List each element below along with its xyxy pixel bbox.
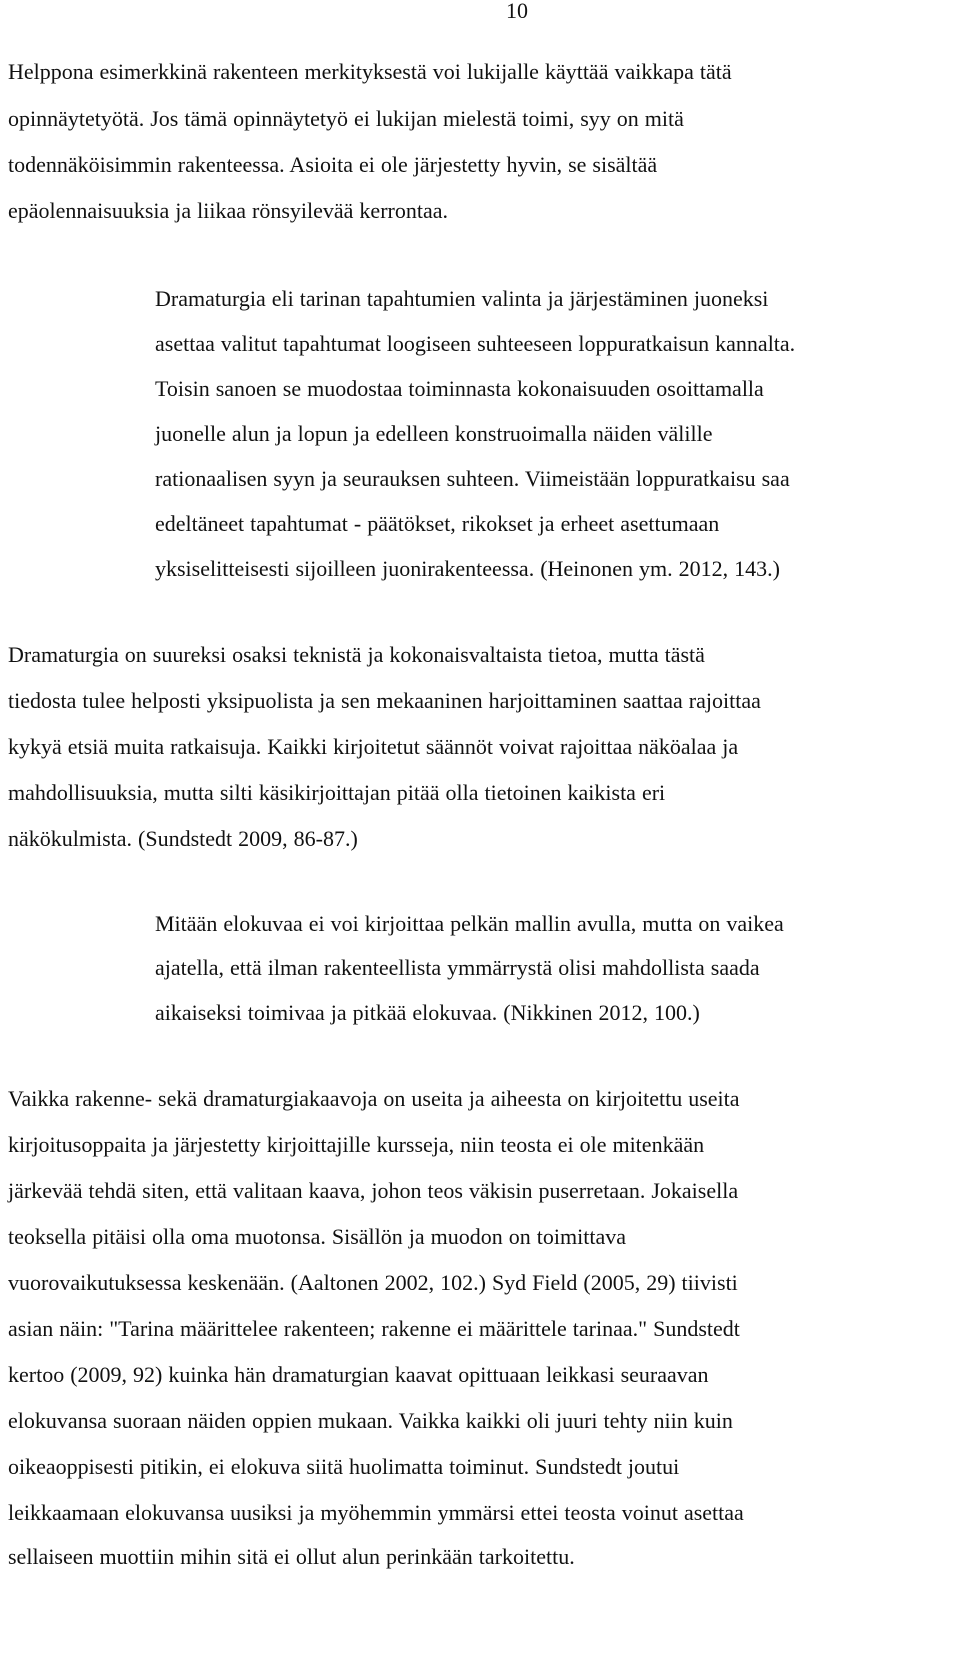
text-line: opinnäytetyötä. Jos tämä opinnäytetyö ei lukijan mielestä toimi, syy on mitä	[8, 106, 684, 131]
quote-line: juonelle alun ja lopun ja edelleen konstruoimalla näiden välille	[155, 421, 713, 446]
quote-line: aikaiseksi toimivaa ja pitkää elokuvaa. (Nikkinen 2012, 100.)	[155, 1000, 700, 1025]
quote-line: yksiselitteisesti sijoilleen juonirakenteessa. (Heinonen ym. 2012, 143.)	[155, 556, 780, 581]
text-line: tiedosta tulee helposti yksipuolista ja sen mekaaninen harjoittaminen saattaa rajoittaa	[8, 688, 761, 713]
text-line: vuorovaikutuksessa keskenään. (Aaltonen 2002, 102.) Syd Field (2005, 29) tiivisti	[8, 1270, 738, 1295]
text-line: sellaiseen muottiin mihin sitä ei ollut alun perinkään tarkoitettu.	[8, 1544, 575, 1569]
quote-line: edeltäneet tapahtumat - päätökset, rikokset ja erheet asettumaan	[155, 511, 720, 536]
text-line: oikeaoppisesti pitikin, ei elokuva siitä huolimatta toiminut. Sundstedt joutui	[8, 1454, 680, 1479]
quote-line: rationaalisen syyn ja seurauksen suhteen. Viimeistään loppuratkaisu saa	[155, 466, 790, 491]
text-line: mahdollisuuksia, mutta silti käsikirjoittajan pitää olla tietoinen kaikista eri	[8, 780, 666, 805]
text-line: kertoo (2009, 92) kuinka hän dramaturgian kaavat opittuaan leikkasi seuraavan	[8, 1362, 709, 1387]
text-line: asian näin: "Tarina määrittelee rakenteen; rakenne ei määrittele tarinaa." Sundstedt	[8, 1316, 740, 1341]
text-line: kykyä etsiä muita ratkaisuja. Kaikki kirjoitetut säännöt voivat rajoittaa näköalaa ja	[8, 734, 739, 759]
quote-line: Toisin sanoen se muodostaa toiminnasta kokonaisuuden osoittamalla	[155, 376, 764, 401]
text-line: epäolennaisuuksia ja liikaa rönsyilevää kerrontaa.	[8, 198, 448, 223]
text-line: elokuvansa suoraan näiden oppien mukaan. Vaikka kaikki oli juuri tehty niin kuin	[8, 1408, 733, 1433]
text-line: leikkaamaan elokuvansa uusiksi ja myöhemmin ymmärsi ettei teosta voinut asettaa	[8, 1500, 744, 1525]
page-number: 10	[506, 0, 528, 23]
quote-line: Mitään elokuvaa ei voi kirjoittaa pelkän mallin avulla, mutta on vaikea	[155, 911, 784, 936]
quote-line: asettaa valitut tapahtumat loogiseen suhteeseen loppuratkaisun kannalta.	[155, 331, 796, 356]
text-line: todennäköisimmin rakenteessa. Asioita ei ole järjestetty hyvin, se sisältää	[8, 152, 658, 177]
text-line: teoksella pitäisi olla oma muotonsa. Sisällön ja muodon on toimittava	[8, 1224, 626, 1249]
text-line: Vaikka rakenne- sekä dramaturgiakaavoja on useita ja aiheesta on kirjoitettu useita	[8, 1086, 740, 1111]
quote-line: ajatella, että ilman rakenteellista ymmärrystä olisi mahdollista saada	[155, 955, 760, 980]
text-line: Dramaturgia on suureksi osaksi teknistä ja kokonaisvaltaista tietoa, mutta tästä	[8, 642, 705, 667]
text-line: kirjoitusoppaita ja järjestetty kirjoittajille kursseja, niin teosta ei ole mitenkään	[8, 1132, 705, 1157]
quote-line: Dramaturgia eli tarinan tapahtumien valinta ja järjestäminen juoneksi	[155, 286, 769, 311]
text-line: Helppona esimerkkinä rakenteen merkityksestä voi lukijalle käyttää vaikkapa tätä	[8, 59, 732, 84]
text-line: näkökulmista. (Sundstedt 2009, 86-87.)	[8, 826, 358, 851]
text-line: järkevää tehdä siten, että valitaan kaava, johon teos väkisin puserretaan. Jokaisella	[8, 1178, 739, 1203]
